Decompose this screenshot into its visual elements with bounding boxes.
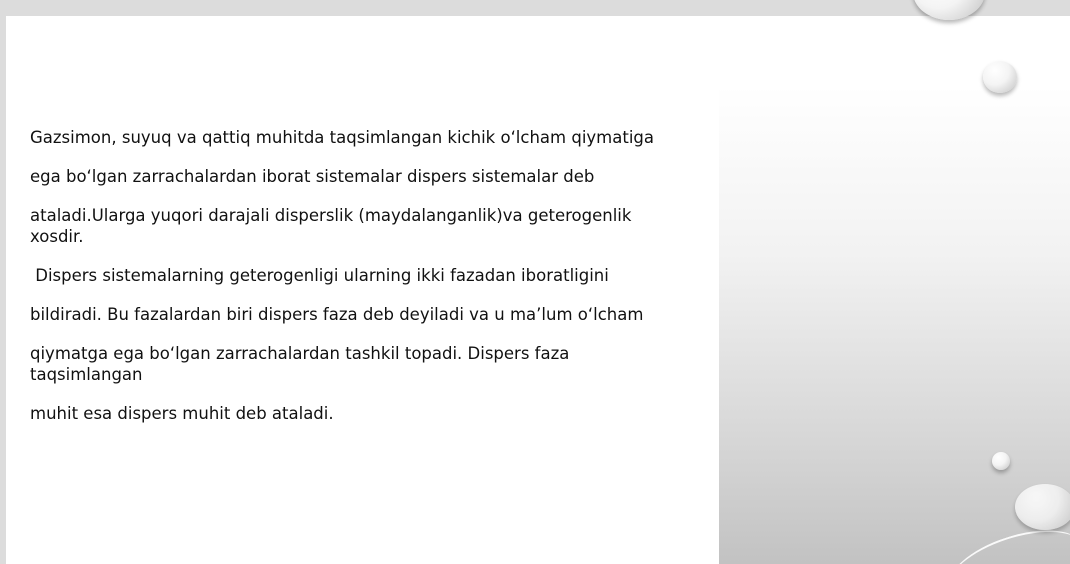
text-line: ataladi.Ularga yuqori darajali disperslik (maydalanganlik)va geterogenlik xosdir. <box>30 206 632 246</box>
text-line: Gazsimon, suyuq va qattiq muhitda taqsimlangan kichik o‘lcham qiymatiga <box>30 128 654 147</box>
slide-text-body <box>30 127 680 442</box>
decorative-bubble-corner <box>1015 484 1070 530</box>
decorative-bubble-medium <box>983 61 1017 93</box>
text-line: muhit esa dispers muhit deb ataladi. <box>30 404 334 423</box>
gradient-side-panel <box>719 86 1070 564</box>
text-line: ega bo‘lgan zarrachalardan iborat sistemalar dispers sistemalar deb <box>30 167 595 186</box>
text-line: bildiradi. Bu fazalardan biri dispers faza deb deyiladi va u ma’lum o‘lcham <box>30 305 644 324</box>
text-line: qiymatga ega bo‘lgan zarrachalardan tashkil topadi. Dispers faza taqsimlangan <box>30 344 570 384</box>
text-line: Dispers sistemalarning geterogenligi ularning ikki fazadan iboratligini <box>30 266 609 285</box>
decorative-bubble-small <box>992 452 1010 470</box>
